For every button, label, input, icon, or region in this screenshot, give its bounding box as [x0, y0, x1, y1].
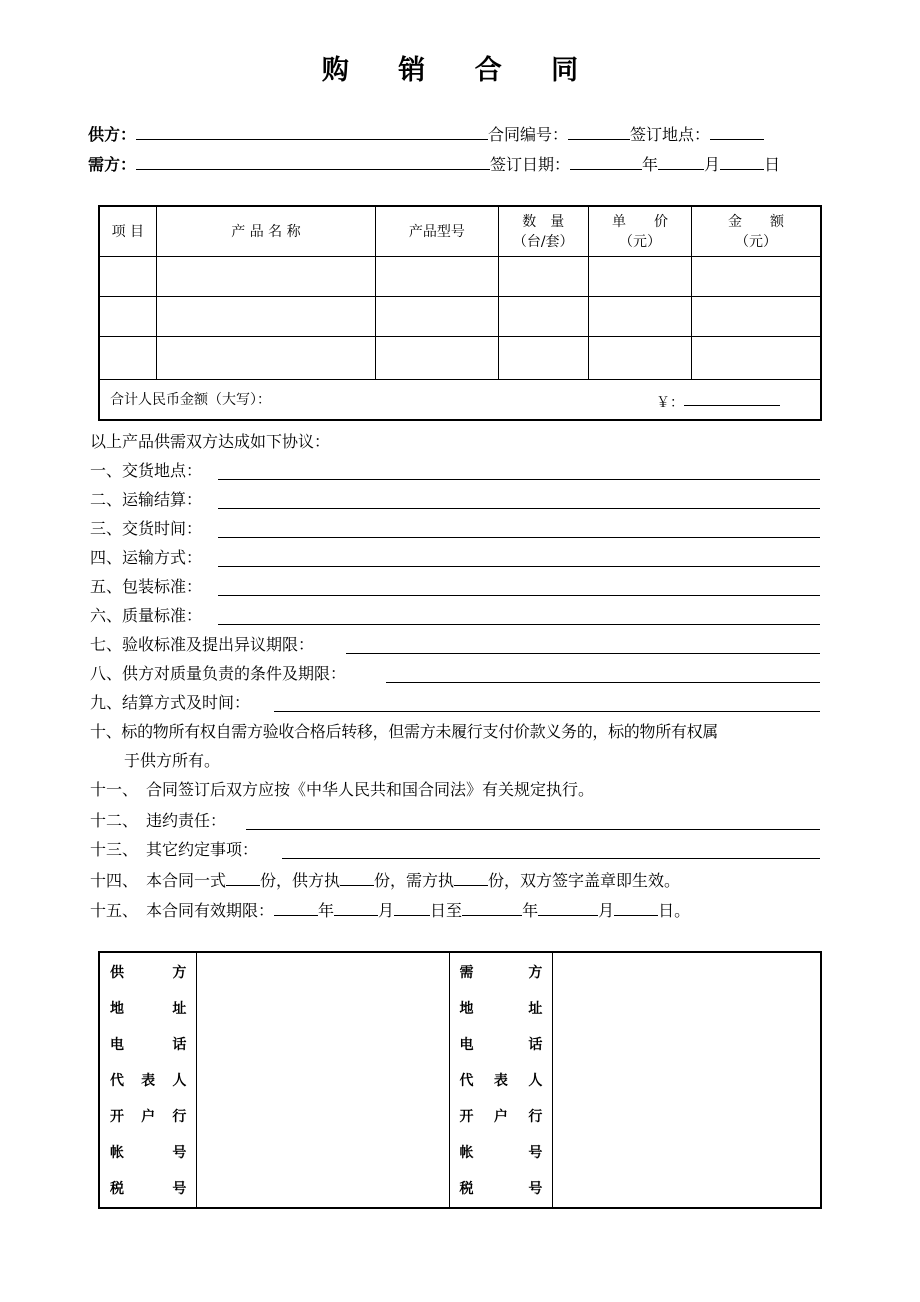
buyer-label-account: 帐 号	[459, 1145, 543, 1161]
col-amount-label: 金 额	[728, 214, 785, 231]
col-quantity-unit: （台/套）	[512, 234, 574, 251]
total-cell	[99, 379, 821, 420]
clause-3-label: 三、交货时间：	[90, 519, 203, 538]
clause-10-line1: 十、标的物所有权自需方验收合格后转移，但需方未履行支付价款义务的，标的物所有权属	[90, 722, 719, 741]
sign-year-field[interactable]	[570, 151, 642, 170]
valid-from-day-field[interactable]	[394, 897, 430, 916]
clause-15-year2: 年	[522, 901, 539, 920]
yuan-symbol: ￥：	[656, 394, 684, 411]
buyer-label-bank: 开户行	[459, 1109, 543, 1125]
col-quantity	[498, 206, 588, 256]
supplier-labels-cell	[99, 952, 197, 1208]
valid-from-month-field[interactable]	[334, 897, 378, 916]
table-row	[99, 296, 821, 336]
clause-6-label: 六、质量标准：	[90, 606, 203, 625]
cell-product-name[interactable]	[156, 296, 376, 336]
clause-2-label: 二、运输结算：	[90, 490, 203, 509]
cell-model[interactable]	[376, 296, 498, 336]
col-unit-price-unit: （元）	[618, 234, 661, 251]
clause-2-field[interactable]	[218, 508, 820, 509]
buyer-label-party: 需 方	[459, 965, 543, 981]
col-item: 项 目	[99, 206, 156, 256]
sign-day-field[interactable]	[720, 151, 764, 170]
valid-from-year-field[interactable]	[274, 897, 318, 916]
clause-14-part-b: 份，供方执	[260, 871, 341, 890]
col-model: 产品型号	[376, 206, 498, 256]
clause-15-month2: 月	[598, 901, 615, 920]
header-row-buyer	[88, 151, 828, 175]
clause-1-label: 一、交货地点：	[90, 461, 203, 480]
clause-4-label: 四、运输方式：	[90, 548, 203, 567]
month-label: 月	[704, 155, 721, 174]
cell-unit-price[interactable]	[588, 336, 691, 379]
cell-amount[interactable]	[692, 296, 821, 336]
valid-to-year-field[interactable]	[462, 897, 522, 916]
clause-15-day-to: 日至	[430, 901, 463, 920]
clause-14	[90, 867, 680, 891]
table-row	[99, 256, 821, 296]
valid-to-month-field[interactable]	[538, 897, 598, 916]
clause-10-line2: 于供方所有。	[124, 751, 221, 770]
cell-product-name[interactable]	[156, 256, 376, 296]
buyer-labels-cell	[449, 952, 553, 1208]
clause-13-label: 十三、 其它约定事项：	[90, 840, 259, 859]
supplier-label-party: 供 方	[110, 965, 187, 981]
supplier-label-phone: 电 话	[110, 1037, 187, 1053]
cell-model[interactable]	[376, 256, 498, 296]
col-unit-price-label: 单 价	[611, 214, 668, 231]
clause-9-label: 九、结算方式及时间：	[90, 693, 251, 712]
sign-date-label: 签订日期：	[490, 155, 571, 174]
cell-amount[interactable]	[692, 256, 821, 296]
clause-14-part-c: 份，需方执	[374, 871, 455, 890]
buyer-info-cell[interactable]	[553, 952, 821, 1208]
clause-6-field[interactable]	[218, 624, 820, 625]
clause-5-label: 五、包装标准：	[90, 577, 203, 596]
clause-7-label: 七、验收标准及提出异议期限：	[90, 635, 315, 654]
buyer-name-field[interactable]	[136, 151, 490, 170]
cell-item[interactable]	[99, 336, 156, 379]
contract-no-label: 合同编号：	[488, 125, 569, 144]
cell-item[interactable]	[99, 296, 156, 336]
supplier-label-address: 地 址	[110, 1001, 187, 1017]
day-label: 日	[764, 155, 781, 174]
supplier-label-tax-id: 税 号	[110, 1181, 187, 1197]
col-product-name: 产 品 名 称	[156, 206, 376, 256]
total-amount-field[interactable]	[684, 405, 780, 406]
buyer-label-representative: 代表人	[459, 1073, 543, 1089]
sign-place-field[interactable]	[710, 121, 764, 140]
cell-model[interactable]	[376, 336, 498, 379]
clause-15-part-a: 十五、 本合同有效期限：	[90, 901, 275, 920]
agreement-intro: 以上产品供需双方达成如下协议：	[90, 432, 331, 451]
supplier-label-bank: 开户行	[110, 1109, 187, 1125]
clause-15-day2: 日。	[658, 901, 691, 920]
copies-buyer-field[interactable]	[454, 867, 488, 886]
cell-quantity[interactable]	[498, 336, 588, 379]
supplier-label: 供方：	[88, 125, 137, 144]
signature-table	[98, 951, 822, 1209]
valid-to-day-field[interactable]	[614, 897, 658, 916]
table-row	[99, 336, 821, 379]
clause-4-field[interactable]	[218, 566, 820, 567]
supplier-label-representative: 代表人	[110, 1073, 187, 1089]
cell-amount[interactable]	[692, 336, 821, 379]
col-amount	[692, 206, 821, 256]
clause-8-field[interactable]	[386, 682, 820, 683]
clause-9-field[interactable]	[274, 711, 820, 712]
buyer-label-address: 地 址	[459, 1001, 543, 1017]
buyer-label-tax-id: 税 号	[459, 1181, 543, 1197]
clause-13-field[interactable]	[282, 858, 820, 859]
copies-supplier-field[interactable]	[340, 867, 374, 886]
supplier-info-cell[interactable]	[197, 952, 449, 1208]
cell-unit-price[interactable]	[588, 296, 691, 336]
cell-product-name[interactable]	[156, 336, 376, 379]
clause-14-part-d: 份，双方签字盖章即生效。	[488, 871, 681, 890]
cell-quantity[interactable]	[498, 256, 588, 296]
page-title: 购 销 合 同	[321, 55, 599, 86]
table-header-row	[99, 206, 821, 256]
supplier-label-account: 帐 号	[110, 1145, 187, 1161]
contract-no-field[interactable]	[568, 121, 630, 140]
cell-item[interactable]	[99, 256, 156, 296]
sign-month-field[interactable]	[658, 151, 704, 170]
clause-3-field[interactable]	[218, 537, 820, 538]
buyer-label: 需方：	[88, 155, 137, 174]
sign-place-label: 签订地点：	[630, 125, 711, 144]
header-row-supplier	[88, 121, 828, 145]
clause-15	[90, 897, 690, 921]
clause-14-part-a: 十四、 本合同一式	[90, 871, 227, 890]
buyer-label-phone: 电 话	[459, 1037, 543, 1053]
col-quantity-label: 数 量	[522, 214, 565, 231]
table-total-row	[99, 379, 821, 420]
col-amount-unit: （元）	[735, 234, 778, 251]
clause-12-label: 十二、 违约责任：	[90, 811, 227, 830]
product-table	[98, 205, 822, 421]
col-unit-price	[588, 206, 691, 256]
clause-8-label: 八、供方对质量负责的条件及期限：	[90, 664, 347, 683]
cell-quantity[interactable]	[498, 296, 588, 336]
clause-1-field[interactable]	[218, 479, 820, 480]
clause-11: 十一、 合同签订后双方应按《中华人民共和国合同法》有关规定执行。	[90, 780, 595, 799]
supplier-name-field[interactable]	[136, 121, 488, 140]
clause-5-field[interactable]	[218, 595, 820, 596]
clause-12-field[interactable]	[246, 829, 820, 830]
copies-total-field[interactable]	[226, 867, 260, 886]
cell-unit-price[interactable]	[588, 256, 691, 296]
clause-15-year: 年	[318, 901, 335, 920]
year-label: 年	[642, 155, 659, 174]
clause-15-month: 月	[378, 901, 395, 920]
total-label: 合计人民币金额（大写）：	[110, 392, 271, 409]
clause-7-field[interactable]	[346, 653, 820, 654]
